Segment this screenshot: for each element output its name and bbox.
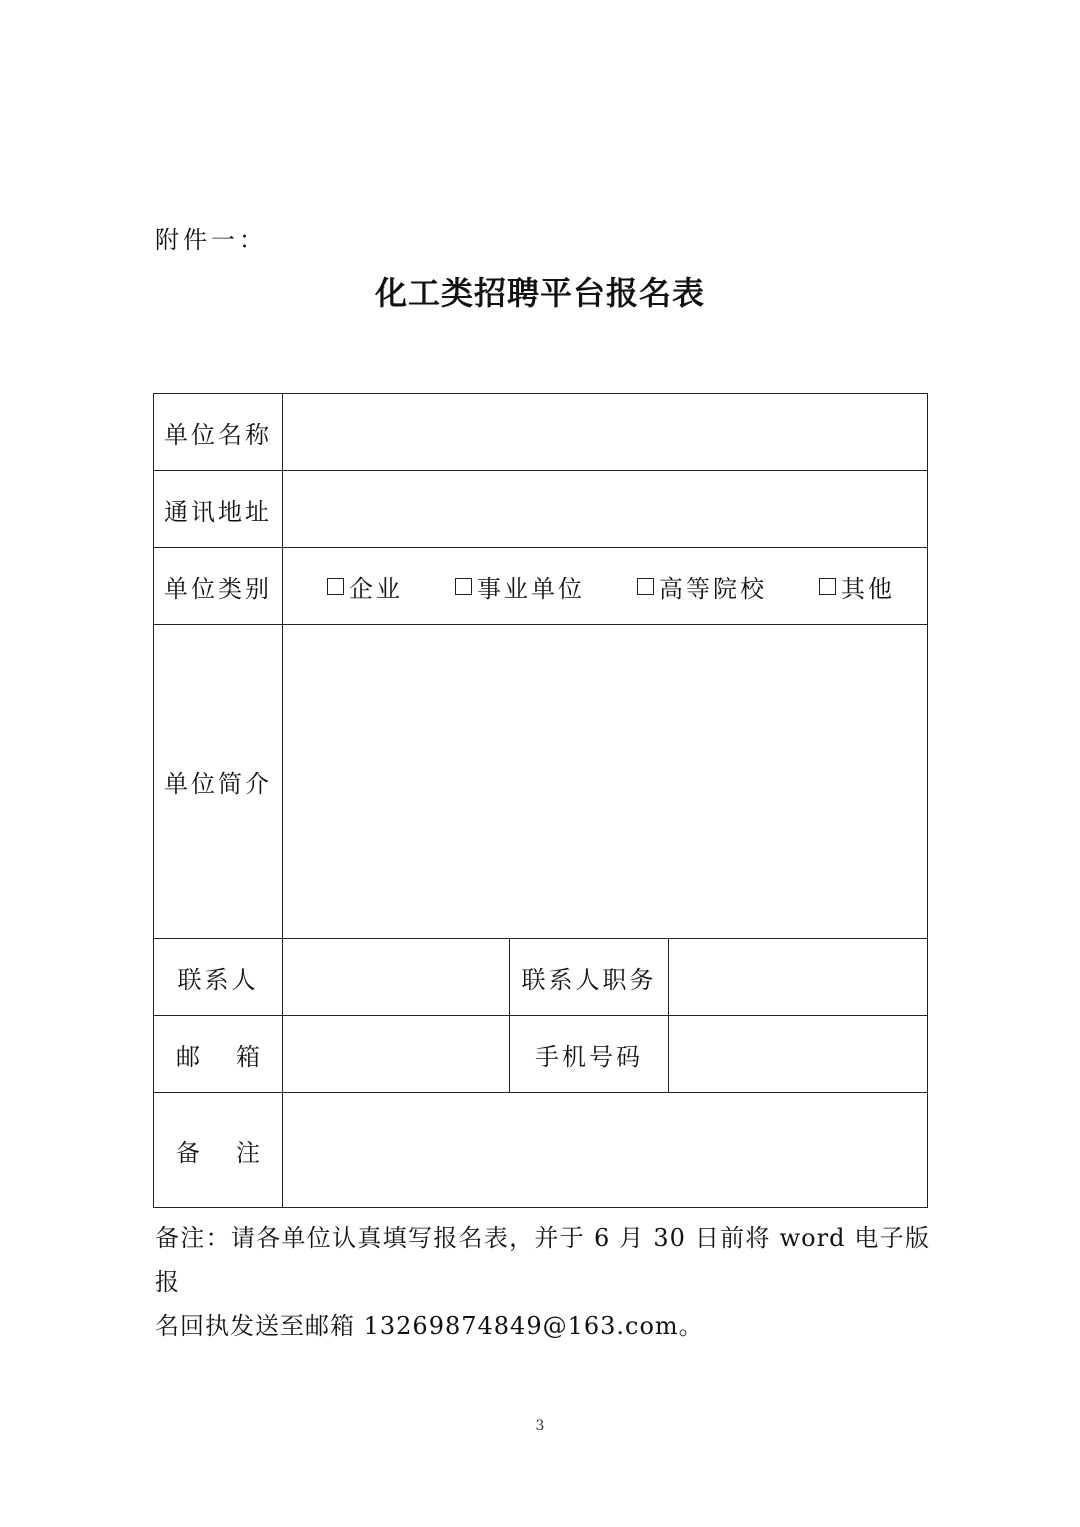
checkbox-icon[interactable] [455,578,472,595]
contact-position-field[interactable] [669,939,928,1016]
email-label-first: 邮 [176,1042,200,1071]
row-email-phone [154,1016,928,1093]
unit-type-label: 单位类别 [154,548,283,625]
phone-field[interactable] [669,1016,928,1093]
row-intro [154,625,928,939]
page-title: 化工类招聘平台报名表 [374,274,705,312]
contact-position-label: 联系人职务 [510,939,669,1016]
unit-name-field[interactable] [283,394,928,471]
remarks-label-first: 备 [176,1138,200,1167]
remarks-label [154,1093,283,1208]
note-line-2: 名回执发送至邮箱 13269874849@163.com。 [155,1312,704,1340]
unit-type-options [283,548,928,625]
email-label [154,1016,283,1093]
option-label: 其他 [841,574,895,603]
registration-form-table [153,393,928,1208]
intro-label: 单位简介 [154,625,283,939]
email-label-second: 箱 [236,1042,260,1071]
checkbox-icon[interactable] [637,578,654,595]
remarks-label-second: 注 [236,1138,260,1167]
address-field[interactable] [283,471,928,548]
attachment-label: 附件一： [155,226,267,254]
option-public-institution[interactable] [455,569,585,604]
row-unit-type [154,548,928,625]
address-label: 通讯地址 [154,471,283,548]
phone-label: 手机号码 [510,1016,669,1093]
checkbox-icon[interactable] [819,578,836,595]
note-line-1: 备注：请各单位认真填写报名表，并于 6 月 30 日前将 word 电子版报 [155,1224,930,1296]
submission-note [155,1216,930,1348]
row-unit-name [154,394,928,471]
row-address [154,471,928,548]
row-contact [154,939,928,1016]
page-number: 3 [535,1418,545,1434]
remarks-field[interactable] [283,1093,928,1208]
email-field[interactable] [283,1016,510,1093]
option-university[interactable] [637,569,767,604]
unit-name-label: 单位名称 [154,394,283,471]
contact-field[interactable] [283,939,510,1016]
row-remarks [154,1093,928,1208]
option-label: 高等院校 [659,574,767,603]
checkbox-icon[interactable] [327,578,344,595]
option-enterprise[interactable] [327,569,403,604]
option-other[interactable] [819,569,895,604]
contact-label: 联系人 [154,939,283,1016]
option-label: 事业单位 [477,574,585,603]
intro-field[interactable] [283,625,928,939]
option-label: 企业 [349,574,403,603]
